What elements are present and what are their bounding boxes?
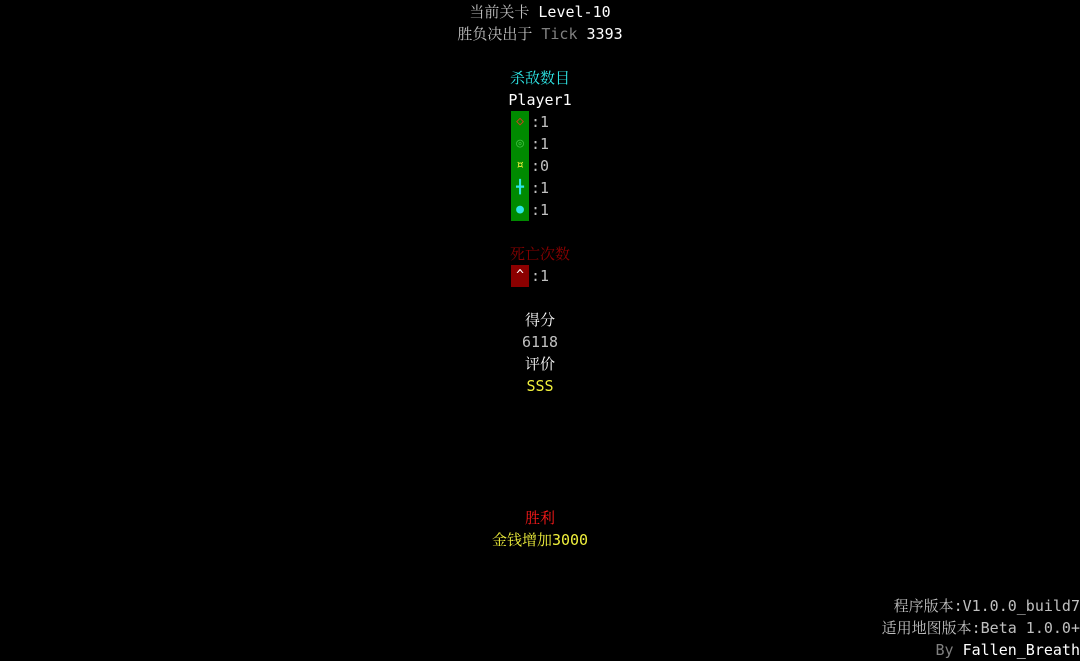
kill-count: :1: [531, 177, 549, 199]
tick-label: Tick: [541, 25, 577, 43]
enemy-currency-icon: ¤: [511, 155, 529, 177]
death-marker-icon: ^: [511, 265, 529, 287]
by-label: By: [936, 641, 954, 659]
score-value: 6118: [0, 331, 1080, 353]
enemy-diamond-icon: ◇: [511, 111, 529, 133]
author-line: [936, 639, 1080, 661]
level-label: 当前关卡: [469, 3, 529, 21]
decide-label: 胜负决出于: [457, 25, 532, 43]
deaths-title: 死亡次数: [0, 243, 1080, 265]
player-name: Player1: [0, 89, 1080, 111]
enemy-ring-icon: ◎: [511, 133, 529, 155]
kill-count: :1: [531, 133, 549, 155]
decide-line: [0, 23, 1080, 45]
death-count: :1: [531, 265, 549, 287]
score-label: 得分: [0, 309, 1080, 331]
kills-title: 杀敌数目: [0, 67, 1080, 89]
enemy-cross-icon: ╋: [511, 177, 529, 199]
level-line: [0, 1, 1080, 23]
enemy-dot-icon: ●: [511, 199, 529, 221]
tick-value: 3393: [587, 25, 623, 43]
money-reward: 金钱增加3000: [0, 529, 1080, 551]
level-value: Level-10: [538, 3, 610, 21]
map-version: 适用地图版本:Beta 1.0.0+: [882, 617, 1080, 639]
kill-count: :1: [531, 199, 549, 221]
victory-title: 胜利: [0, 507, 1080, 529]
kill-count: :1: [531, 111, 549, 133]
author-name: Fallen_Breath: [963, 641, 1080, 659]
program-version: 程序版本:V1.0.0_build7: [894, 595, 1080, 617]
kill-count: :0: [531, 155, 549, 177]
rating-value: SSS: [0, 375, 1080, 397]
rating-label: 评价: [0, 353, 1080, 375]
